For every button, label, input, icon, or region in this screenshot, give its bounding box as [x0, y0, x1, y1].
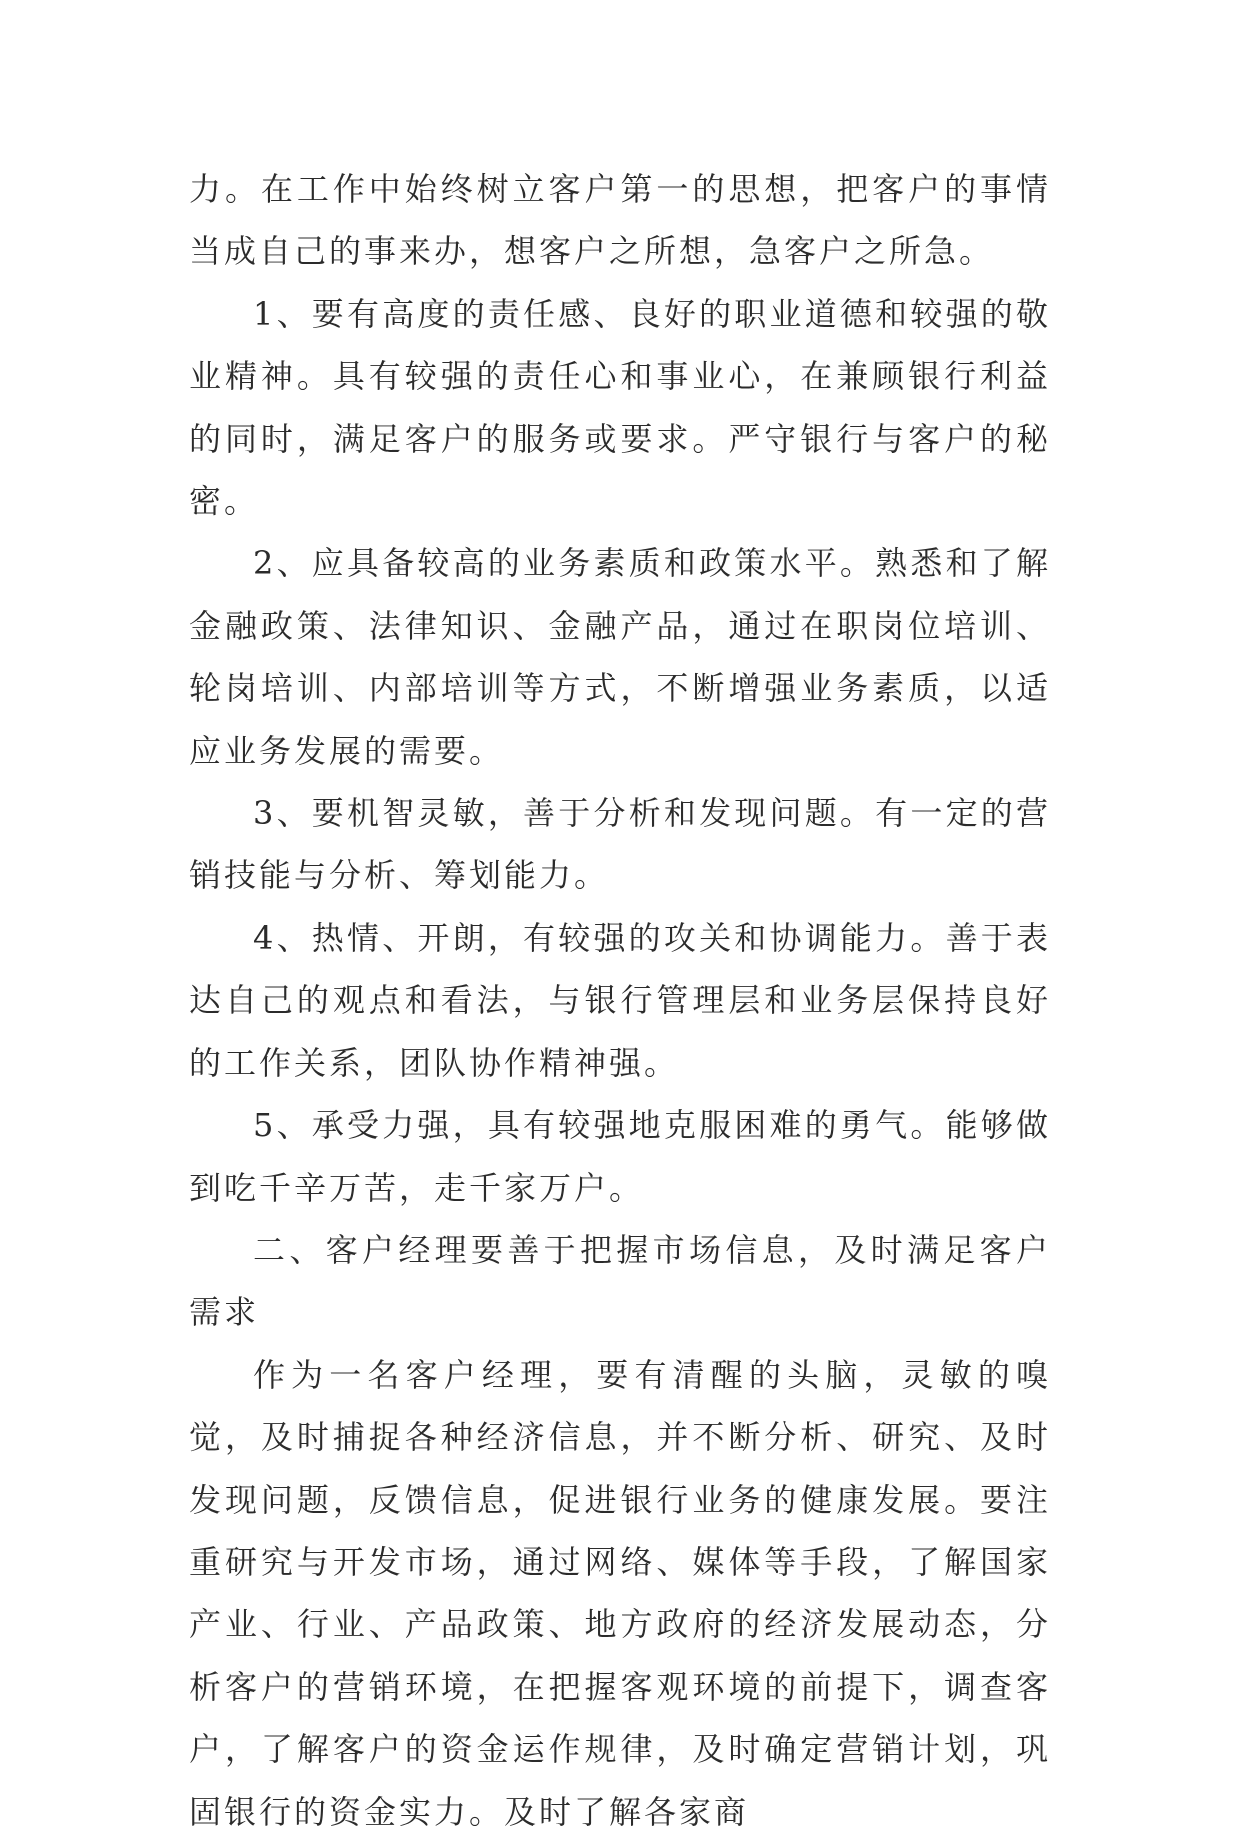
section-heading-2: 二、客户经理要善于把握市场信息，及时满足客户需求	[189, 1230, 1051, 1332]
paragraph-section-2-body: 作为一名客户经理，要有清醒的头脑，灵敏的嗅觉，及时捕捉各种经济信息，并不断分析、研究、及时发现问题，反馈信息，促进银行业务的健康发展。要注重研究与开发市场，通过网络、媒体等手段，了解国家产业、行业、产品政策、地方政府的经济发展动态，分析客户的营销环境，在把握客观环境的前提下，调查客户，了解客户的资金运作规律，及时确定营销计划，巩固银行的资金实力。及时了解各家商	[189, 1355, 1051, 1831]
paragraph-continuation: 力。在工作中始终树立客户第一的思想，把客户的事情当成自己的事来办，想客户之所想，急客户之所急。	[189, 170, 1051, 271]
document-body	[189, 158, 1051, 1843]
paragraph-item-2: 2、应具备较高的业务素质和政策水平。熟悉和了解金融政策、法律知识、金融产品，通过在职岗位培训、轮岗培训、内部培训等方式，不断增强业务素质，以适应业务发展的需要。	[189, 544, 1051, 770]
paragraph-item-3: 3、要机智灵敏，善于分析和发现问题。有一定的营销技能与分析、筹划能力。	[189, 794, 1051, 895]
paragraph-item-4: 4、热情、开朗，有较强的攻关和协调能力。善于表达自己的观点和看法，与银行管理层和业务层保持良好的工作关系，团队协作精神强。	[189, 918, 1051, 1082]
paragraph-item-1: 1、要有高度的责任感、良好的职业道德和较强的敬业精神。具有较强的责任心和事业心，在兼顾银行利益的同时，满足客户的服务或要求。严守银行与客户的秘密。	[189, 294, 1051, 521]
paragraph-item-5: 5、承受力强，具有较强地克服困难的勇气。能够做到吃千辛万苦，走千家万户。	[189, 1106, 1051, 1207]
